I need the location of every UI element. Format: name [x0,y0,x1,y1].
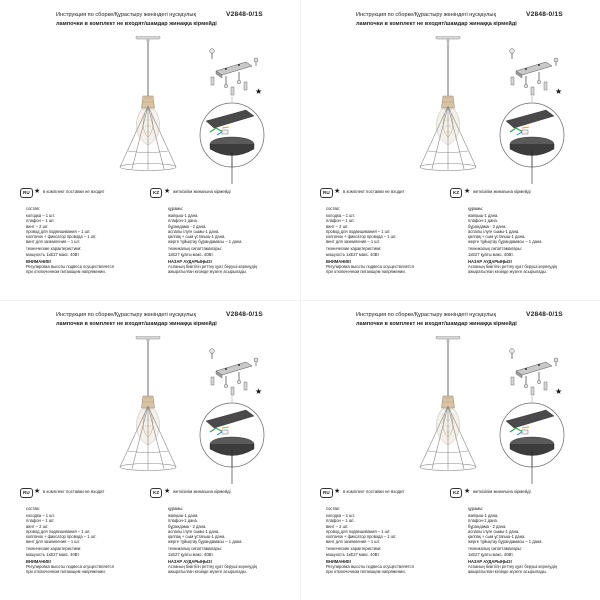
pendant-lamp-illustration [408,36,488,174]
contents-heading: состав: [326,206,340,211]
kazakh-text-block [168,206,280,274]
wire-cage-shade [420,406,476,471]
specs-value: 1xE27 қуаты макс. 40Вт. [168,251,214,257]
contents-item: бұрандама - 2 дана. [468,223,507,229]
specs-heading: техникалық сипаттамалары: [468,546,522,552]
detail-circle [500,103,564,167]
kz-star-note: жеткізілім жинағына кірмейді [473,489,531,494]
specs-value: 1xE27 қуаты макс. 40Вт. [168,551,214,557]
ru-language-badge: RU [20,488,33,498]
contents-item: бұрандама - 2 дана. [468,523,507,529]
contents-item: колодка – 1 шт. [326,513,355,519]
ceiling-canopy [436,36,460,42]
contents-item: колодка – 1 шт. [26,213,55,219]
contents-heading: состав: [326,506,340,511]
bulb-note: лампочки в комплект не входят/шамдар жинаққа кірмейді [56,321,217,327]
contents-item: колпачок + фиксатор провода – 1 шт. [326,534,397,540]
contents-item: плафон-1 дана. [468,518,498,524]
warning-text: при отключенном питающем напряжении. [26,569,106,575]
contents-item: жерге тұйықтау бұрандамасы – 1 дана. [468,539,543,545]
contents-item: аспалы ілуге сымы-1 дана. [468,228,520,234]
legend-row [20,488,280,500]
contents-item: колодка – 1 шт. [26,513,55,519]
bulb-not-included-star: ★ [555,387,563,396]
kz-language-badge: KZ [450,188,462,198]
screw-icon [210,49,215,59]
kazakh-text-block [468,506,580,574]
contents-item: провод для подвешивания – 1 шт. [26,528,91,534]
specs-heading: технические характеристики: [326,546,382,552]
warning-heading: ВНИМАНИЕ! [326,558,352,564]
warning-heading: ВНИМАНИЕ! [26,258,52,264]
mounting-diagram [192,44,272,184]
wire-cage-shade [420,106,476,171]
detail-circle [200,103,264,167]
wire-cage-shade [120,106,176,171]
specs-heading: техникалық сипаттамалары: [168,246,222,252]
star-icon: ★ [164,488,171,495]
model-number: V2848-0/1S [526,11,563,18]
screw-icon [510,349,515,359]
star-icon: ★ [34,188,41,195]
contents-item: бұрандама - 2 дана. [168,223,207,229]
contents-item: провод для подвешивания – 1 шт. [326,228,391,234]
ceiling-canopy [136,336,160,342]
russian-text-block [326,206,438,274]
panel-title: Инструкция по сборке/Құрастыру жөніндегі нұсқаулық [356,312,496,318]
legend-row [320,188,580,200]
wall-plug-icon [511,77,547,95]
mounting-bar [216,62,252,78]
specs-value: 1xE27 қуаты макс. 40Вт. [468,251,514,257]
contents-item: плафон – 1 шт. [26,518,55,524]
star-icon: ★ [464,488,471,495]
contents-item: аспалы ілуге сымы-1 дана. [168,228,220,234]
ru-star-note: в комплект поставки не входит [343,489,405,494]
pendant-lamp-illustration [108,336,188,474]
ru-star-note: в комплект поставки не входит [43,189,105,194]
contents-item: винт – 2 шт. [326,223,349,229]
bulb-not-included-star: ★ [255,387,263,396]
contents-item: винт для заземления – 1 шт. [26,539,81,545]
warning-text: ажыратылған кезінде жүзеге асырылады. [468,269,547,275]
contents-item: плафон-1 дана. [168,218,198,224]
contents-item: жерге тұйықтау бұрандамасы – 1 дана. [168,239,243,245]
kazakh-text-block [468,206,580,274]
contents-item: жерге тұйықтау бұрандамасы – 1 дана. [468,239,543,245]
instruction-panel [0,0,300,300]
specs-value: мощность 1xE27 макс. 40Вт [326,251,380,257]
model-number: V2848-0/1S [226,311,263,318]
ceiling-canopy [136,36,160,42]
wall-plug-icon [211,377,247,395]
warning-text: Аспаның биіктігін реттеу қуат беруші кернеудің [468,564,557,570]
legend-row [20,188,280,200]
contents-item: қалпақ + сым ұстағыш-1 дана. [168,234,226,240]
model-number: V2848-0/1S [526,311,563,318]
bulb-note: лампочки в комплект не входят/шамдар жинаққа кірмейді [356,321,517,327]
wall-plug-icon [211,77,247,95]
specs-heading: технические характеристики: [26,246,82,252]
specs-heading: техникалық сипаттамалары: [468,246,522,252]
star-icon: ★ [34,488,41,495]
mounting-diagram [192,344,272,484]
contents-heading: құрамы: [468,506,484,511]
kz-language-badge: KZ [150,488,162,498]
warning-text: при отключенном питающем напряжении. [326,569,406,575]
instruction-panel [300,0,600,300]
contents-item: қалпақ + сым ұстағыш-1 дана. [468,534,526,540]
contents-item: жапқыш-1 дана. [468,513,499,519]
ru-star-note: в комплект поставки не входит [343,189,405,194]
mounting-diagram [492,44,572,184]
contents-item: винт для заземления – 1 шт. [26,239,81,245]
contents-item: аспалы ілуге сымы-1 дана. [468,528,520,534]
kazakh-text-block [168,506,280,574]
warning-text: Регулировка высоты подвеса осуществляется [26,564,114,570]
warning-text: Аспаның биіктігін реттеу қуат беруші кернеудің [168,564,257,570]
ceiling-canopy [436,336,460,342]
warning-heading: НАЗАР АУДАРЫҢЫЗ! [168,258,212,264]
bulb-note: лампочки в комплект не входят/шамдар жинаққа кірмейді [356,21,517,27]
contents-heading: состав: [26,506,40,511]
mounting-bar [516,62,552,78]
contents-heading: құрамы: [168,206,184,211]
contents-item: винт – 2 шт. [326,523,349,529]
contents-item: провод для подвешивания – 1 шт. [26,228,91,234]
specs-value: мощность 1xE27 макс. 40Вт [26,251,80,257]
russian-text-block [26,206,138,274]
warning-text: Аспаның биіктігін реттеу қуат беруші кернеудің [168,264,257,270]
star-icon: ★ [334,488,341,495]
kz-star-note: жеткізілім жинағына кірмейді [473,189,531,194]
ru-language-badge: RU [320,188,333,198]
contents-item: колодка – 1 шт. [326,213,355,219]
bulb-not-included-star: ★ [555,87,563,96]
mounting-bar [216,362,252,378]
wall-plug-icon [511,377,547,395]
bulb-note: лампочки в комплект не входят/шамдар жинаққа кірмейді [56,21,217,27]
contents-item: плафон-1 дана. [468,218,498,224]
contents-item: аспалы ілуге сымы-1 дана. [168,528,220,534]
star-icon: ★ [164,188,171,195]
wire-cage-shade [120,406,176,471]
contents-heading: құрамы: [168,506,184,511]
contents-item: винт – 2 шт. [26,523,49,529]
specs-value: мощность 1xE27 макс. 40Вт [326,551,380,557]
contents-item: қалпақ + сым ұстағыш-1 дана. [168,534,226,540]
warning-text: ажыратылған кезінде жүзеге асырылады. [168,269,247,275]
kz-star-note: жеткізілім жинағына кірмейді [173,189,231,194]
kz-language-badge: KZ [450,488,462,498]
warning-text: ажыратылған кезінде жүзеге асырылады. [468,569,547,575]
mounting-bar [516,362,552,378]
contents-item: плафон – 1 шт. [26,218,55,224]
panel-title: Инструкция по сборке/Құрастыру жөніндегі нұсқаулық [56,12,196,18]
instruction-panel [0,300,300,600]
russian-text-block [326,506,438,574]
warning-text: при отключенном питающем напряжении. [26,269,106,275]
ru-star-note: в комплект поставки не входит [43,489,105,494]
specs-value: 1xE27 қуаты макс. 40Вт. [468,551,514,557]
contents-item: жапқыш-1 дана. [168,513,199,519]
contents-item: бұрандама - 2 дана. [168,523,207,529]
pendant-lamp-illustration [408,336,488,474]
contents-item: плафон – 1 шт. [326,218,355,224]
detail-circle [200,403,264,467]
warning-heading: НАЗАР АУДАРЫҢЫЗ! [168,558,212,564]
warning-text: Регулировка высоты подвеса осуществляется [326,564,414,570]
contents-item: колпачок + фиксатор провода – 1 шт. [326,234,397,240]
warning-text: Регулировка высоты подвеса осуществляется [26,264,114,270]
specs-value: мощность 1xE27 макс. 40Вт [26,551,80,557]
contents-item: винт – 2 шт. [26,223,49,229]
contents-item: винт для заземления – 1 шт. [326,239,381,245]
pendant-lamp-illustration [108,36,188,174]
contents-item: плафон-1 дана. [168,518,198,524]
specs-heading: техникалық сипаттамалары: [168,546,222,552]
contents-item: жерге тұйықтау бұрандамасы – 1 дана. [168,539,243,545]
kz-language-badge: KZ [150,188,162,198]
contents-item: колпачок + фиксатор провода – 1 шт. [26,234,97,240]
contents-heading: құрамы: [468,206,484,211]
contents-item: колпачок + фиксатор провода – 1 шт. [26,534,97,540]
warning-heading: ВНИМАНИЕ! [26,558,52,564]
specs-heading: технические характеристики: [26,546,82,552]
legend-row [320,488,580,500]
russian-text-block [26,506,138,574]
model-number: V2848-0/1S [226,11,263,18]
warning-text: при отключенном питающем напряжении. [326,269,406,275]
star-icon: ★ [464,188,471,195]
warning-text: Аспаның биіктігін реттеу қуат беруші кернеудің [468,264,557,270]
instruction-panel [300,300,600,600]
specs-heading: технические характеристики: [326,246,382,252]
panel-title: Инструкция по сборке/Құрастыру жөніндегі нұсқаулық [56,312,196,318]
screw-icon [210,349,215,359]
star-icon: ★ [334,188,341,195]
panel-title: Инструкция по сборке/Құрастыру жөніндегі нұсқаулық [356,12,496,18]
contents-item: плафон – 1 шт. [326,518,355,524]
detail-circle [500,403,564,467]
contents-item: провод для подвешивания – 1 шт. [326,528,391,534]
contents-item: винт для заземления – 1 шт. [326,539,381,545]
contents-item: қалпақ + сым ұстағыш-1 дана. [468,234,526,240]
mounting-diagram [492,344,572,484]
ru-language-badge: RU [20,188,33,198]
warning-text: Регулировка высоты подвеса осуществляется [326,264,414,270]
warning-heading: ВНИМАНИЕ! [326,258,352,264]
screw-icon [510,49,515,59]
kz-star-note: жеткізілім жинағына кірмейді [173,489,231,494]
warning-text: ажыратылған кезінде жүзеге асырылады. [168,569,247,575]
contents-item: жапқыш-1 дана. [468,213,499,219]
contents-heading: состав: [26,206,40,211]
contents-item: жапқыш-1 дана. [168,213,199,219]
bulb-not-included-star: ★ [255,87,263,96]
warning-heading: НАЗАР АУДАРЫҢЫЗ! [468,558,512,564]
warning-heading: НАЗАР АУДАРЫҢЫЗ! [468,258,512,264]
ru-language-badge: RU [320,488,333,498]
